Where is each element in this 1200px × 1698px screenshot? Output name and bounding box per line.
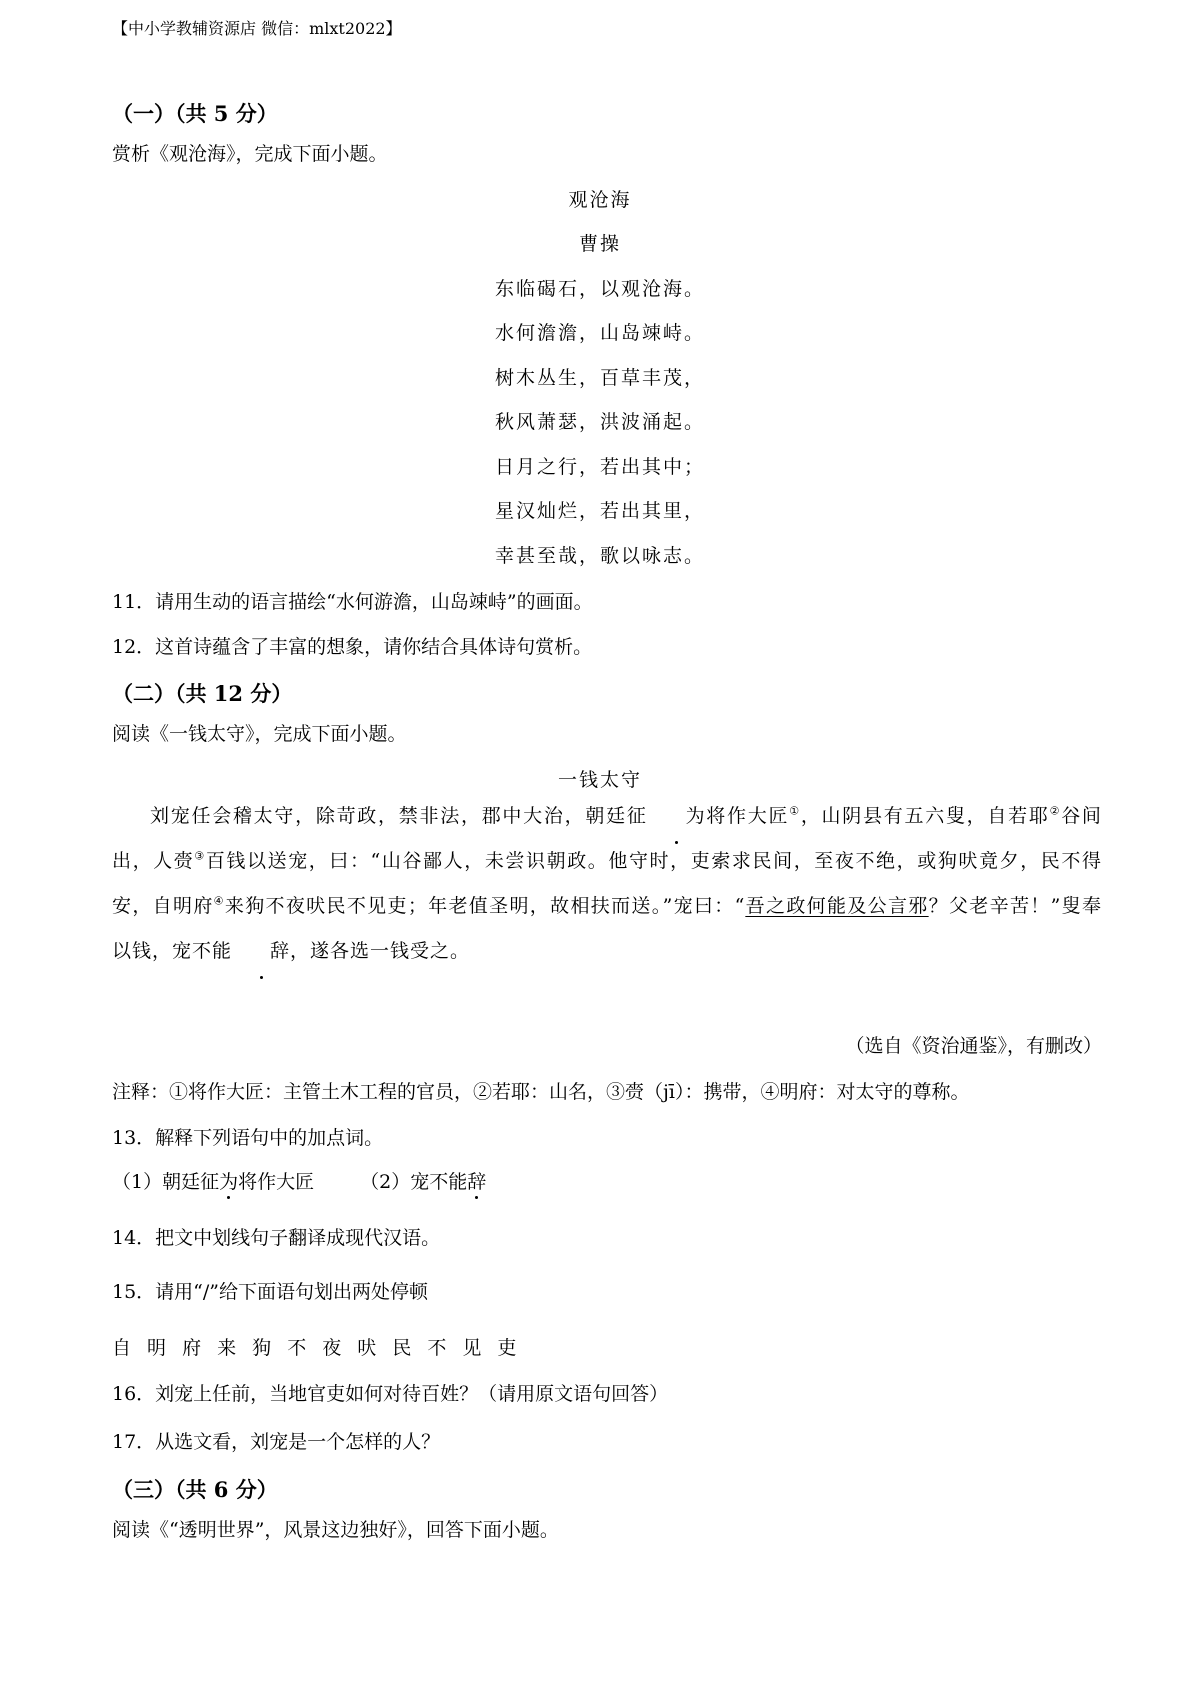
poem-line: 树木丛生，百草丰茂，	[494, 367, 705, 389]
poem-title: 观沧海	[568, 189, 632, 211]
footnote-marker: ②	[1049, 804, 1062, 818]
poem-author: 曹操	[578, 233, 621, 255]
footnote-marker: ①	[789, 804, 801, 818]
footnote-marker: ③	[194, 849, 206, 863]
footnote-marker: ④	[213, 894, 225, 908]
passage-notes: 注释：①将作大匠：主管土木工程的官员，②若耶：山名，③赍（jī）：携带，④明府：对太守的尊称。	[112, 1081, 970, 1103]
dotted-char: 为	[219, 1171, 239, 1193]
question-17: 17．从选文看，刘宠是一个怎样的人？	[112, 1431, 441, 1453]
passage-source: （选自《资治通鉴》，有删改）	[845, 1035, 1102, 1057]
poem-line: 秋风萧瑟，洪波涌起。	[494, 411, 705, 433]
dotted-char: 辞	[467, 1171, 487, 1193]
section-3-heading: （三）（共 6 分）	[112, 1477, 278, 1502]
passage-title: 一钱太守	[557, 769, 642, 791]
question-13: 13．解释下列语句中的加点词。	[112, 1127, 384, 1149]
question-11: 11．请用生动的语言描绘“水何游澹，山岛竦峙”的画面。	[112, 591, 593, 613]
question-12: 12．这首诗蕴含了丰富的想象，请你结合具体诗句赏析。	[112, 636, 593, 658]
poem-line: 幸甚至哉，歌以咏志。	[494, 545, 705, 567]
section-1-heading: （一）（共 5 分）	[112, 101, 278, 126]
underlined-sentence: 吾之政何能及公言邪	[745, 895, 929, 917]
dotted-char: 辞	[232, 929, 290, 974]
poem-line: 日月之行，若出其中；	[494, 456, 705, 478]
dotted-char: 为	[648, 794, 706, 839]
poem-line: 东临碣石，以观沧海。	[494, 278, 705, 300]
question-13-items: （1）朝廷征为将作大匠 （2）宠不能辞	[112, 1171, 487, 1193]
section-3-intro: 阅读《“透明世界”，风景这边独好》，回答下面小题。	[112, 1519, 559, 1541]
question-14: 14．把文中划线句子翻译成现代汉语。	[112, 1227, 441, 1249]
passage-body	[112, 794, 1102, 974]
section-2-heading: （二）（共 12 分）	[112, 681, 293, 706]
poem-line: 星汉灿烂，若出其里，	[494, 500, 705, 522]
question-16: 16．刘宠上任前，当地官吏如何对待百姓？（请用原文语句回答）	[112, 1383, 669, 1405]
section-1-intro: 赏析《观沧海》，完成下面小题。	[112, 143, 388, 165]
poem-line: 水何澹澹，山岛竦峙。	[494, 322, 705, 344]
question-15: 15．请用“/”给下面语句划出两处停顿	[112, 1281, 429, 1303]
section-2-intro: 阅读《一钱太守》，完成下面小题。	[112, 723, 407, 745]
watermark-text: 【中小学教辅资源店 微信：mlxt2022】	[112, 19, 402, 38]
passage-paragraph: 刘宠任会稽太守，除苛政，禁非法，郡中大治，朝廷征 为将作大匠①，山阴县有五六叟，自若耶②谷间出，人赍③百钱以送宠，曰：“山谷鄙人，未尝识朝政。他守时，吏索求民间，至夜不绝，或狗吠竟夕，民不得安，自明府④来狗不夜吠民不见吏；年老值圣明，故相扶而送。”宠曰：“吾之政何能及公言邪？父老辛苦！”叟奉以钱，宠不能 辞，遂各选一钱受之。	[112, 794, 1102, 974]
question-15-sentence: 自 明 府 来 狗 不 夜 吠 民 不 见 吏	[112, 1337, 517, 1359]
